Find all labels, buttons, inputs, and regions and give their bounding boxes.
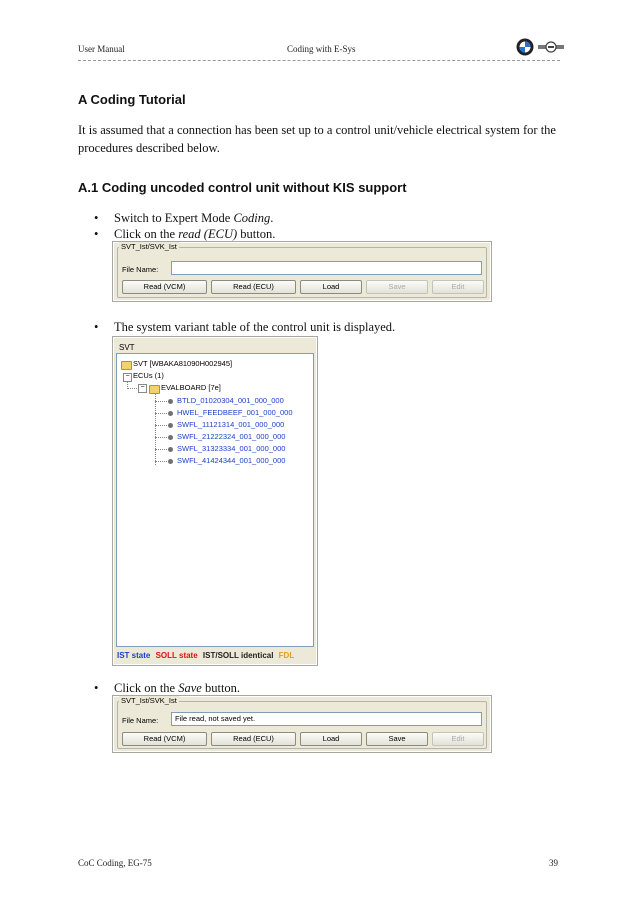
ecu-node-icon <box>168 435 173 440</box>
mini-logo <box>538 40 564 54</box>
bmw-logo <box>516 38 534 56</box>
ecu-node-icon <box>168 447 173 452</box>
save-button[interactable]: Save <box>366 732 428 746</box>
header-center: Coding with E-Sys <box>287 44 356 54</box>
edit-button[interactable]: Edit <box>432 280 484 294</box>
tree-item[interactable]: BTLD_01020304_001_000_000 <box>177 396 284 405</box>
read-vcm-button[interactable]: Read (VCM) <box>122 280 207 294</box>
group-legend: SVT_Ist/SVK_Ist <box>121 696 177 705</box>
tree-item[interactable]: HWEL_FEEDBEEF_001_000_000 <box>177 408 293 417</box>
edit-button[interactable]: Edit <box>432 732 484 746</box>
tree-line <box>155 449 167 450</box>
bullet-4: • Click on the Save button. <box>94 681 241 695</box>
file-name-label: File Name: <box>122 265 159 274</box>
save-button[interactable]: Save <box>366 280 428 294</box>
tree-line <box>155 461 167 462</box>
bullet-2: • Click on the read (ECU) button. <box>94 227 276 241</box>
file-name-input[interactable]: File read, not saved yet. <box>171 712 482 726</box>
legend-soll: SOLL state <box>155 651 198 660</box>
file-name-input[interactable] <box>171 261 482 275</box>
folder-icon <box>149 385 160 394</box>
bullet-dot: • <box>94 320 99 334</box>
svt-ist-panel-1 <box>112 241 492 302</box>
legend-ist: IST state <box>117 651 151 660</box>
header-left: User Manual <box>78 44 125 54</box>
tree-ecus[interactable]: ECUs (1) <box>133 371 164 380</box>
legend-identical: IST/SOLL identical <box>202 651 274 660</box>
section-a-paragraph: It is assumed that a connection has been set up to a control unit/vehicle electrical system for the procedures described below. <box>78 123 556 155</box>
tree-line <box>155 413 167 414</box>
ecu-node-icon <box>168 423 173 428</box>
tree-root[interactable]: SVT [WBAKA81090H002945] <box>133 359 233 368</box>
tree-item[interactable]: SWFL_31323334_001_000_000 <box>177 444 286 453</box>
group-legend: SVT_Ist/SVK_Ist <box>121 242 177 251</box>
bullet-1: • Switch to Expert Mode Coding. <box>94 211 274 225</box>
bullet-dot: • <box>94 211 99 225</box>
read-vcm-button[interactable]: Read (VCM) <box>122 732 207 746</box>
svt-title: SVT <box>119 343 135 352</box>
collapse-icon[interactable]: − <box>138 384 147 393</box>
tree-item[interactable]: SWFL_11121314_001_000_000 <box>177 420 285 429</box>
load-button[interactable]: Load <box>300 732 362 746</box>
ecu-node-icon <box>168 399 173 404</box>
file-name-label: File Name: <box>122 716 159 725</box>
load-button[interactable]: Load <box>300 280 362 294</box>
tree-line <box>155 394 156 465</box>
tree-item[interactable]: SWFL_21222324_001_000_000 <box>177 432 286 441</box>
bullet-3: • The system variant table of the control unit is displayed. <box>94 320 396 334</box>
header-rule <box>78 60 560 61</box>
folder-icon <box>121 361 132 370</box>
page-number: 39 <box>549 858 558 868</box>
read-ecu-button[interactable]: Read (ECU) <box>211 280 296 294</box>
footer-left: CoC Coding, EG-75 <box>78 858 152 868</box>
tree-line <box>155 425 167 426</box>
tree-line <box>155 401 167 402</box>
section-a-title: A Coding Tutorial <box>78 92 186 107</box>
tree-line <box>155 437 167 438</box>
section-a1-title: A.1 Coding uncoded control unit without KIS support <box>78 180 407 195</box>
bullet-dot: • <box>94 681 99 695</box>
bullet-dot: • <box>94 227 99 241</box>
ecu-node-icon <box>168 411 173 416</box>
ecu-node-icon <box>168 459 173 464</box>
legend-fdl: FDL <box>278 651 295 660</box>
svt-tree[interactable] <box>116 353 314 647</box>
svt-ist-panel-2 <box>112 695 492 753</box>
read-ecu-button[interactable]: Read (ECU) <box>211 732 296 746</box>
tree-item[interactable]: SWFL_41424344_001_000_000 <box>177 456 286 465</box>
collapse-icon[interactable]: − <box>123 373 132 382</box>
svt-panel <box>112 336 318 666</box>
tree-ecu[interactable]: EVALBOARD [7e] <box>161 383 221 392</box>
svt-legend <box>117 651 294 660</box>
